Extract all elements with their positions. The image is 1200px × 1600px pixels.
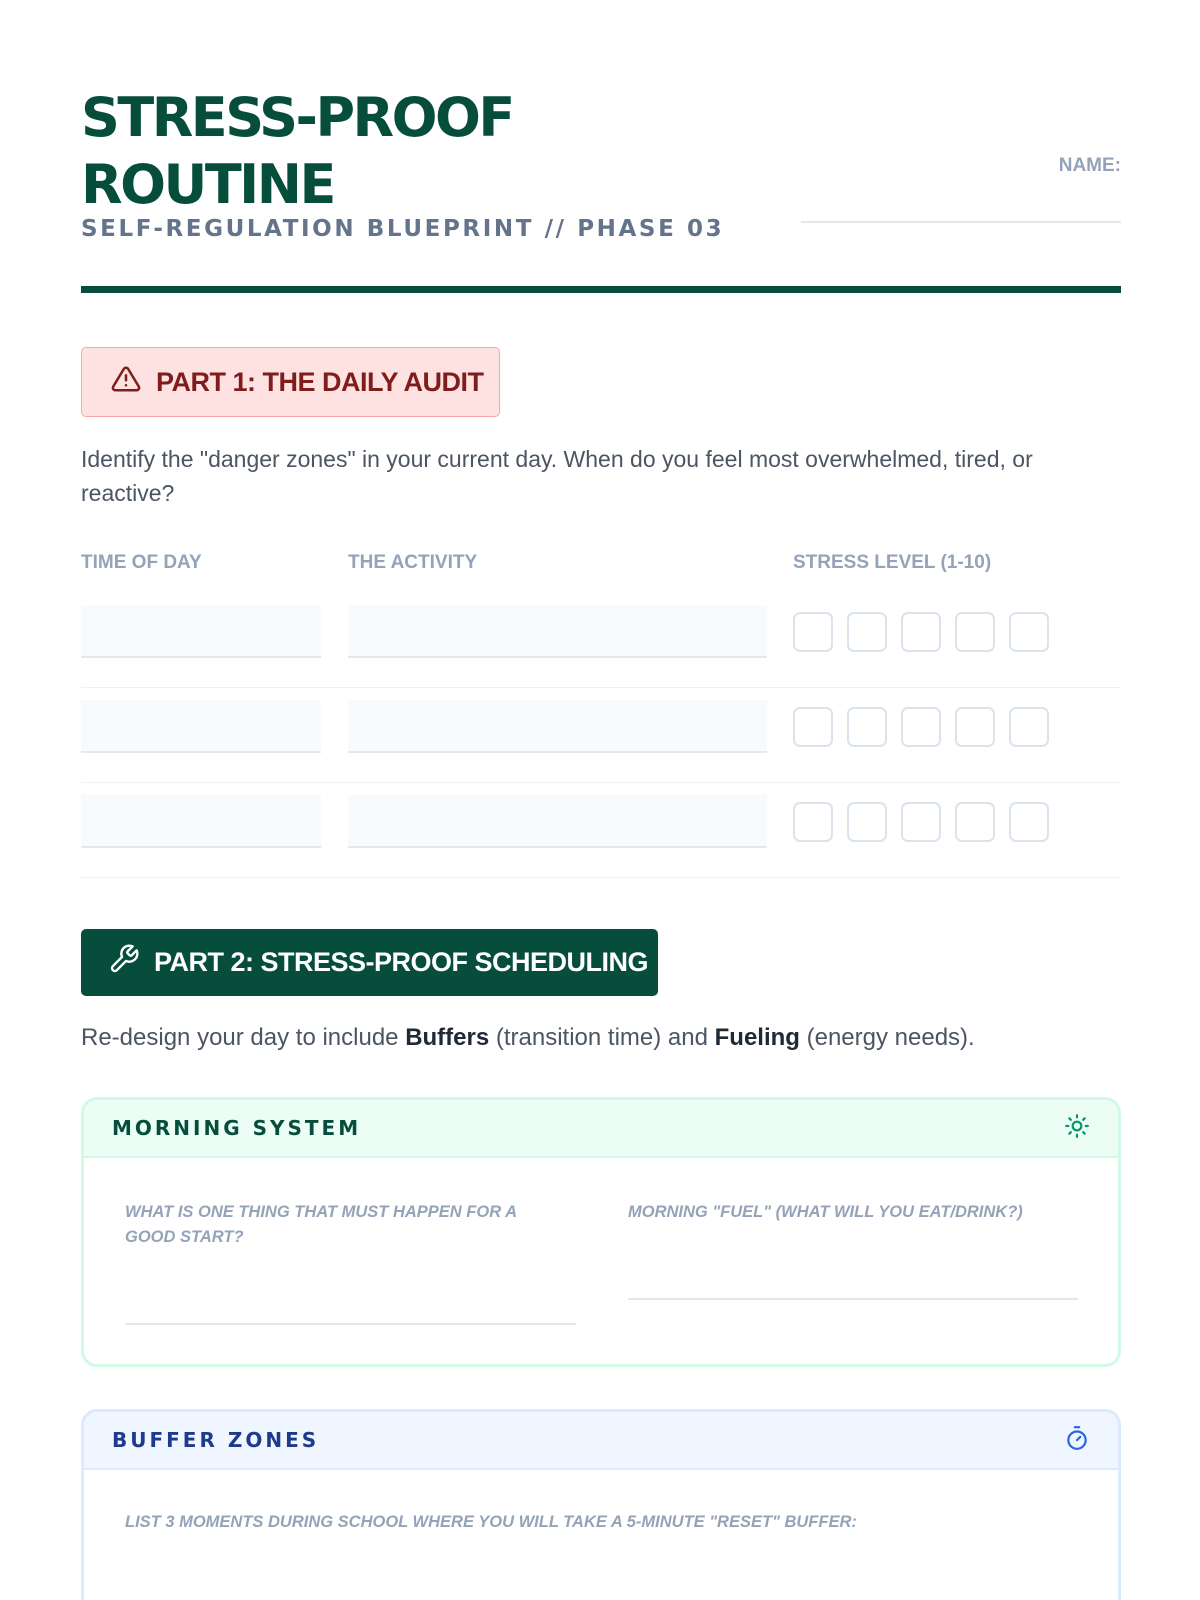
buffer-card-title: BUFFER ZONES — [112, 1428, 320, 1452]
morning-answer-1[interactable] — [125, 1323, 576, 1325]
stress-checkbox[interactable] — [955, 707, 995, 747]
part2-intro-text: Re-design your day to include — [81, 1024, 406, 1051]
stress-checkbox[interactable] — [1009, 707, 1049, 747]
name-field[interactable] — [801, 221, 1121, 223]
buffer-card-header — [84, 1412, 1118, 1470]
name-label: NAME: — [1058, 155, 1121, 176]
header-divider — [81, 286, 1121, 293]
sun-icon — [1064, 1113, 1090, 1144]
buffer-question: LIST 3 MOMENTS DURING SCHOOL WHERE YOU WILL TAKE A 5-MINUTE "RESET" BUFFER: — [125, 1513, 857, 1531]
stress-checkbox[interactable] — [901, 802, 941, 842]
page-subtitle: SELF-REGULATION BLUEPRINT // PHASE 03 — [81, 216, 725, 242]
stress-checkbox[interactable] — [793, 707, 833, 747]
time-input[interactable] — [81, 605, 321, 658]
morning-card-header — [84, 1100, 1118, 1158]
part1-badge-label: PART 1: THE DAILY AUDIT — [156, 366, 484, 397]
column-header-time: TIME OF DAY — [81, 552, 202, 573]
buffer-zones-card — [81, 1409, 1121, 1600]
audit-row — [81, 783, 1121, 878]
stress-boxes — [793, 612, 1049, 652]
morning-question-2: MORNING "FUEL" (WHAT WILL YOU EAT/DRINK?) — [628, 1203, 1023, 1221]
part1-intro: Identify the "danger zones" in your current day. When do you feel most overwhelmed, tired, or reactive? — [81, 446, 1033, 506]
morning-system-card — [81, 1097, 1121, 1367]
stress-checkbox[interactable] — [847, 707, 887, 747]
stress-checkbox[interactable] — [901, 707, 941, 747]
stress-boxes — [793, 802, 1049, 842]
stress-checkbox[interactable] — [955, 802, 995, 842]
wrench-icon — [108, 943, 140, 982]
stress-checkbox[interactable] — [793, 802, 833, 842]
page-title — [81, 84, 513, 218]
activity-input[interactable] — [348, 605, 767, 658]
title-line-2: ROUTINE — [81, 153, 334, 216]
stress-checkbox[interactable] — [1009, 612, 1049, 652]
activity-input[interactable] — [348, 795, 767, 848]
title-line-1: STRESS-PROOF — [81, 86, 513, 149]
morning-card-title: MORNING SYSTEM — [112, 1116, 362, 1140]
stress-checkbox[interactable] — [847, 802, 887, 842]
worksheet-page — [81, 0, 1121, 1600]
time-input[interactable] — [81, 700, 321, 753]
morning-answer-2[interactable] — [628, 1298, 1078, 1300]
stopwatch-icon — [1064, 1425, 1090, 1456]
fueling-term: Fueling — [714, 1024, 800, 1051]
activity-input[interactable] — [348, 700, 767, 753]
stress-checkbox[interactable] — [847, 612, 887, 652]
part2-badge — [81, 929, 658, 996]
morning-question-1: WHAT IS ONE THING THAT MUST HAPPEN FOR A GOOD START? — [125, 1203, 517, 1246]
column-header-stress: STRESS LEVEL (1-10) — [793, 552, 992, 573]
time-input[interactable] — [81, 795, 321, 848]
part1-badge — [81, 347, 500, 417]
warning-triangle-icon — [110, 364, 142, 401]
part2-intro — [81, 1020, 975, 1056]
stress-boxes — [793, 707, 1049, 747]
audit-row — [81, 688, 1121, 783]
audit-row — [81, 593, 1121, 688]
stress-checkbox[interactable] — [955, 612, 995, 652]
stress-checkbox[interactable] — [1009, 802, 1049, 842]
part2-badge-label: PART 2: STRESS-PROOF SCHEDULING — [154, 947, 649, 977]
stress-checkbox[interactable] — [793, 612, 833, 652]
part2-intro-text: (transition time) and — [489, 1024, 715, 1051]
buffers-term: Buffers — [405, 1024, 490, 1051]
part2-intro-text: (energy needs). — [799, 1024, 975, 1051]
stress-checkbox[interactable] — [901, 612, 941, 652]
column-header-activity: THE ACTIVITY — [348, 552, 478, 573]
